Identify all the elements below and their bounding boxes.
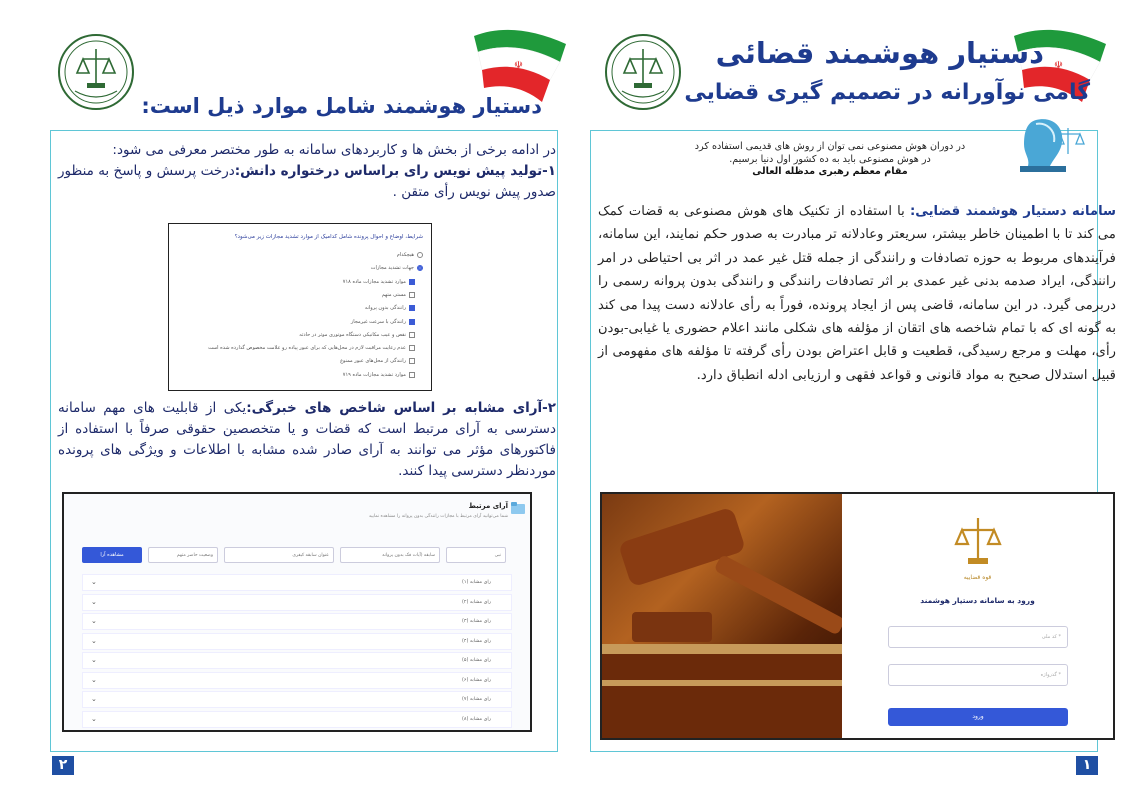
item2-paragraph [58, 398, 556, 482]
verdict-row-label: رای مشابه (۲) [462, 599, 491, 605]
verdict-row-label: رای مشابه (۴) [462, 638, 491, 644]
related-verdicts-title: آرای مرتبط [468, 502, 508, 510]
main-subtitle: گامی نوآورانه در تصمیم گیری قضایی [684, 80, 1090, 105]
verdict-row[interactable] [82, 613, 512, 630]
chevron-down-icon[interactable]: ⌄ [91, 675, 97, 684]
password-input[interactable]: گذرواژه * [888, 664, 1068, 686]
verdict-row[interactable] [82, 691, 512, 708]
form-option-label: جهات تشدید مجازات [370, 265, 414, 272]
form-option-label: موارد تشدید مجازات ماده ۷۱۹ [342, 371, 406, 378]
chevron-down-icon[interactable]: ⌄ [91, 656, 97, 664]
right-body-text [598, 200, 1116, 387]
form-option-label: نقص و عیب مکانیکی دستگاه موتوری موثر در حادثه [299, 331, 406, 338]
left-header-title: دستیار هوشمند شامل موارد ذیل است: [141, 94, 542, 118]
form-question: شرایط، اوضاع و احوال پرونده شامل کدامیک از موارد تشدید مجازات زیر می‌شود؟ [234, 234, 423, 240]
verdict-row-label: رای مشابه (۱) [462, 580, 491, 585]
verdict-row[interactable] [82, 711, 512, 728]
form-option[interactable] [365, 305, 415, 311]
chevron-down-icon[interactable]: ⌄ [91, 695, 97, 703]
form-option-label: رانندگی از محل‌های عبور ممنوع [340, 358, 406, 365]
svg-text:☫: ☫ [1054, 60, 1063, 71]
quote-author: مقام معظم رهبری مدظله العالی [752, 166, 908, 177]
gavel-book-image [602, 494, 842, 738]
view-verdicts-button[interactable]: مشاهده آرا [82, 547, 142, 563]
leader-quote [640, 141, 1020, 179]
filter-bar [82, 546, 512, 564]
verdict-row-label: رای مشابه (۸) [462, 716, 491, 722]
verdict-row-label: رای مشابه (۶) [462, 677, 491, 683]
checkbox[interactable] [409, 305, 415, 311]
verdict-row[interactable] [82, 633, 512, 650]
chevron-down-icon[interactable]: ⌄ [91, 578, 97, 586]
form-option-label: موارد تشدید مجازات ماده ۷۱۸ [342, 278, 406, 285]
form-option[interactable] [208, 345, 415, 351]
item1-paragraph [58, 161, 556, 203]
judiciary-emblem-icon [57, 33, 135, 111]
quote-line: در دوران هوش مصنوعی نمی توان از روش های قدیمی استفاده کرد [694, 141, 966, 152]
chevron-down-icon[interactable]: ⌄ [91, 617, 97, 625]
gavel-icon [602, 494, 842, 738]
form-option[interactable] [343, 372, 415, 378]
checkbox[interactable] [409, 372, 415, 378]
item2-body: یکی از قابلیت های مهم سامانه دسترسی به آرای مرتبط است که قضات و یا متخصصین حقوقی صرفاً با استفاده از فاکتورهای مؤثر می توانند به آرای صادر شده مشابه با اطلاعات و ویژگی های پرونده موردنظر دسترسی پیدا کنند. [58, 400, 556, 479]
checkbox[interactable] [409, 345, 415, 351]
checkbox[interactable] [409, 292, 415, 298]
form-option-label: رانندگی با سرعت غیرمجاز [350, 318, 406, 325]
login-screenshot [600, 492, 1115, 740]
svg-text:☫: ☫ [514, 60, 523, 71]
checkbox[interactable] [409, 279, 415, 285]
logo-text: قوه قضاییه [963, 574, 992, 581]
form-option[interactable] [343, 279, 415, 285]
body-lead: سامانه دستیار هوشمند قضایی: [909, 204, 1116, 219]
form-option[interactable] [340, 358, 415, 364]
chevron-down-icon[interactable]: ⌄ [91, 597, 97, 606]
form-option[interactable] [351, 319, 415, 325]
checkbox[interactable] [409, 358, 415, 364]
judiciary-logo-icon [954, 514, 1002, 572]
form-option[interactable] [382, 292, 415, 298]
page-number-badge: ۱ [1076, 756, 1098, 775]
chevron-down-icon[interactable]: ⌄ [91, 636, 97, 645]
filter-select[interactable]: وضعیت حاضر متهم [148, 547, 218, 563]
radio-button[interactable] [417, 265, 423, 271]
form-option-label: عدم رعایت مراقبت لازم در محل‌هایی که برای عبور پیاده رو علامت مخصوص گذارده شده است [208, 345, 406, 352]
form-option-label: هیچکدام [396, 252, 414, 258]
form-option-label: مستی متهم [381, 291, 406, 298]
item1-body: درخت پرسش و پاسخ به منظور صدور پیش نویس رأی متقن . [58, 163, 556, 200]
login-button[interactable]: ورود [888, 708, 1068, 726]
checkbox[interactable] [409, 332, 415, 338]
filter-select[interactable]: نبی [446, 547, 506, 563]
folder-icon [510, 500, 526, 516]
verdict-row[interactable] [82, 672, 512, 689]
form-option[interactable] [371, 265, 423, 271]
judiciary-emblem-icon [604, 33, 682, 111]
verdict-row[interactable] [82, 652, 512, 669]
national-id-input[interactable]: کد ملی * [888, 626, 1068, 648]
left-intro-text [58, 140, 556, 203]
item1-heading: ۱-تولید پیش نویس رای براساس درختواره دانش: [234, 163, 556, 179]
verdict-row-label: رای مشابه (۷) [462, 697, 491, 702]
intro-paragraph: در ادامه برخی از بخش ها و کاربردهای سامانه به طور مختصر معرفی می شود: [112, 142, 556, 158]
login-heading: ورود به سامانه دستیار هوشمند [920, 596, 1035, 605]
body-paragraph: با استفاده از تکنیک های هوش مصنوعی به قضات کمک می کند تا با اطمینان خاطر بیشتر، سریعتر وعادلانه تر مبادرت به صدور حکم نمایند، این سامانه، فرآیندهای مربوط به حوزه تصادفات و رانندگی از جمله قتل غیر عمد در اثر بی احتیاطی در امر رانندگی، ایراد صدمه بدنی غیر عمدی بر اثر تصادفات رانندگی و رانندگی بدون پروانه رسمی را دربرمی گیرد. در این سامانه، قاضی پس از ایجاد پرونده، فوراً به رأی عادلانه دست پیدا می کند به گونه ای که با تمام شاخصه های اتقان از مؤلفه های شکلی مانند اعلام حضوری یا غیابی-بودن رأی، مهلت و مرجع رسیدگی، قطعیت و قابل اعتراض بودن رأی گرفته تا مؤلفه های مفهومی از قبیل استدلال صحیح به مواد قانونی و قواعد فقهی و ارزیابی ادله انطباق دارد. [598, 204, 1116, 383]
related-verdicts-screenshot [62, 492, 532, 732]
verdict-row[interactable] [82, 594, 512, 611]
main-title: دستیار هوشمند قضائی [715, 36, 1044, 70]
checkbox[interactable] [409, 319, 415, 325]
filter-select[interactable]: عنوان سابقه کیفری [224, 547, 334, 563]
verdict-row-label: رای مشابه (۳) [462, 619, 491, 624]
chevron-down-icon[interactable]: ⌄ [91, 714, 97, 723]
page-number-badge: ۲ [52, 756, 74, 775]
quote-line: در هوش مصنوعی باید به ده کشور اول دنیا برسیم. [729, 153, 931, 165]
related-verdicts-subtitle: شما می‌توانید آرای مرتبط با مجازات رانندگی بدون پروانه را مشاهده نمایید [368, 514, 508, 519]
form-option-label: رانندگی بدون پروانه [364, 305, 406, 312]
login-panel [842, 494, 1113, 738]
form-option[interactable] [299, 332, 415, 338]
form-option[interactable] [397, 252, 423, 258]
verdict-row-label: رای مشابه (۵) [462, 658, 491, 663]
filter-select[interactable]: سابقه (آیات فک بدون پروانه [340, 547, 440, 563]
verdict-row[interactable] [82, 574, 512, 591]
decision-tree-screenshot [168, 223, 432, 391]
item2-heading: ۲-آرای مشابه بر اساس شاخص های خبرگی: [246, 400, 556, 416]
radio-button[interactable] [417, 252, 423, 258]
